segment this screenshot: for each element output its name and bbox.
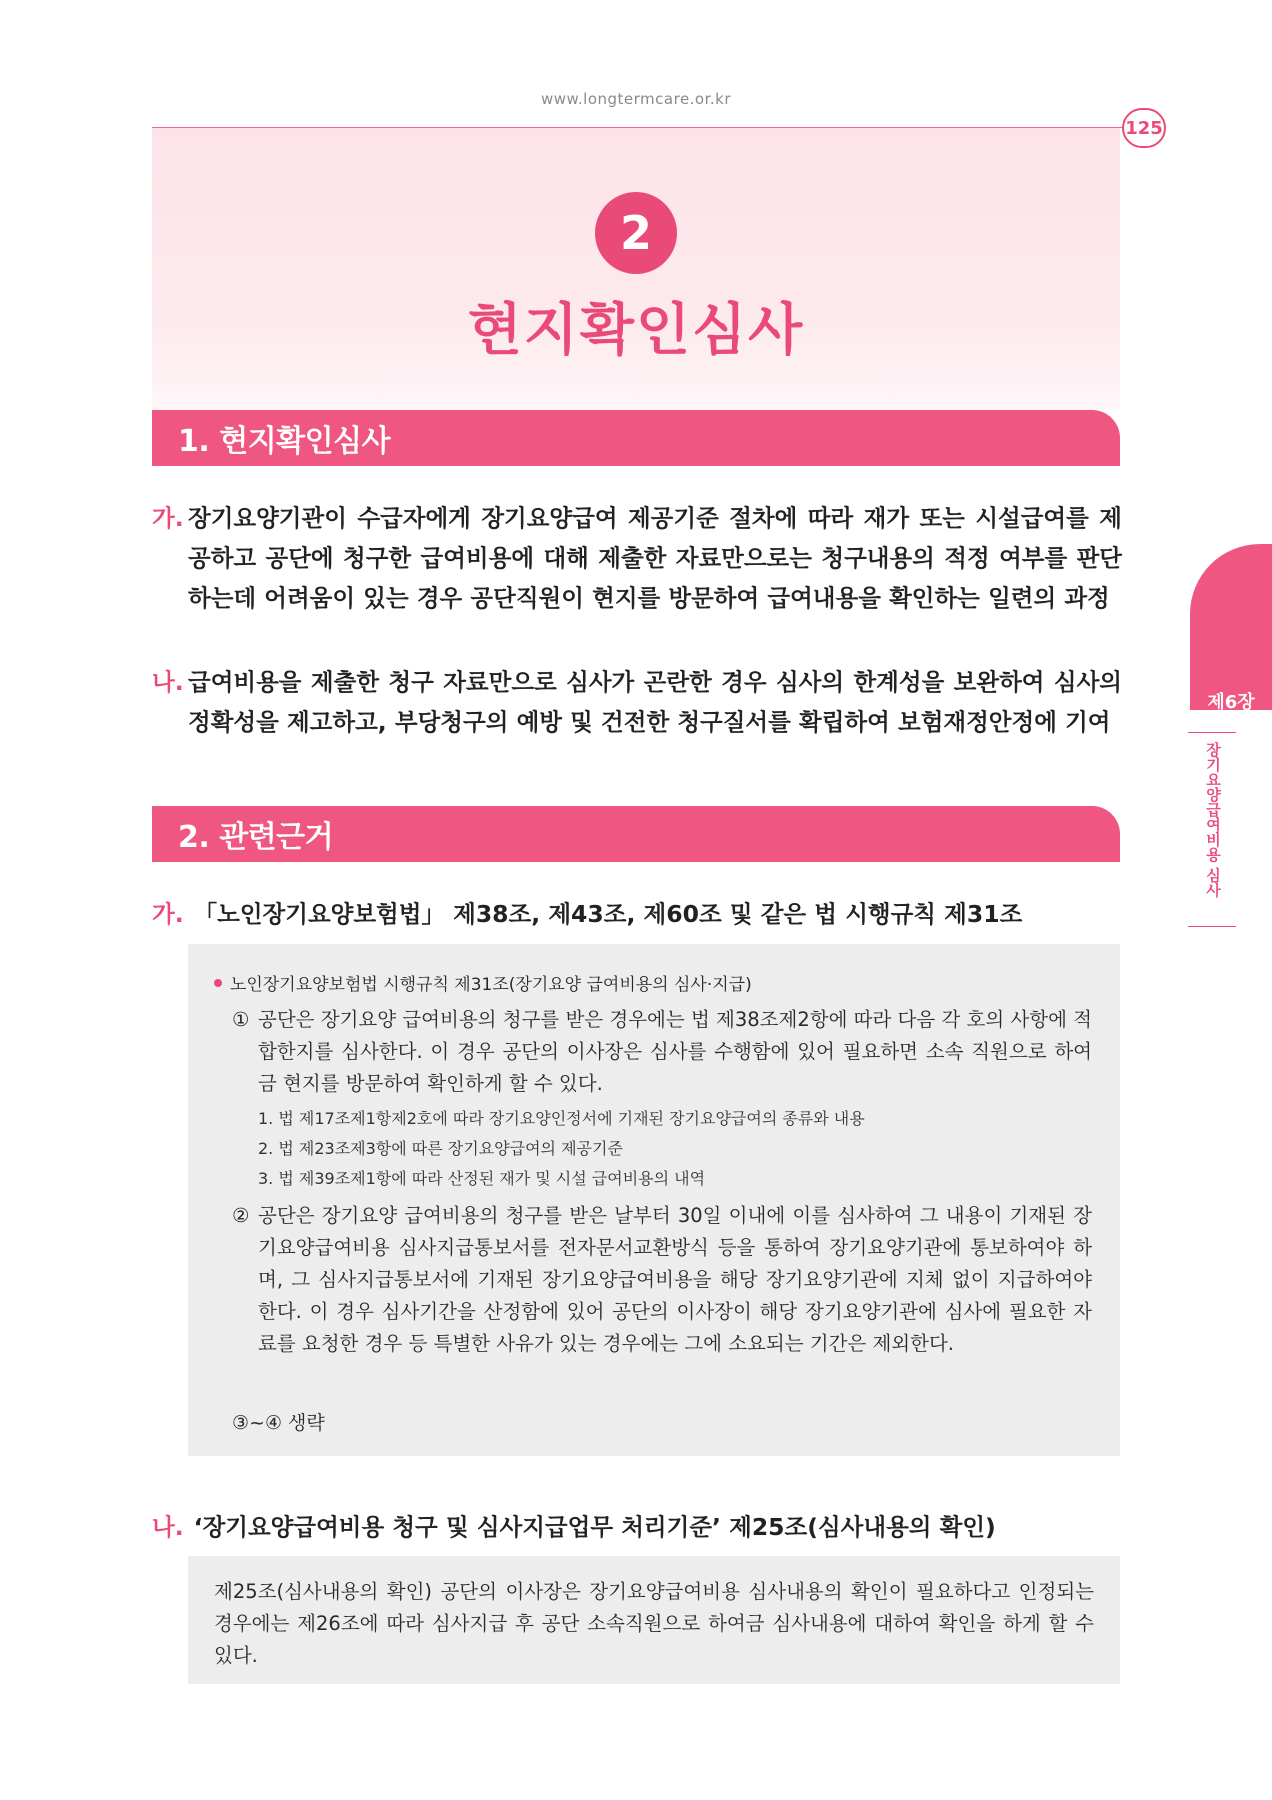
paragraph-na	[152, 662, 1122, 742]
page-number: 125	[1122, 108, 1166, 148]
website-url: www.longtermcare.or.kr	[540, 90, 732, 108]
side-divider	[1188, 926, 1236, 927]
subheading-na	[152, 1510, 1122, 1544]
item-marker: 가.	[152, 900, 184, 928]
page-title: 현지확인심사	[467, 298, 805, 363]
side-section-title: 장기요양급여비용 심사	[1204, 742, 1222, 898]
paragraph-ga	[152, 498, 1122, 618]
subheading-text: 「노인장기요양보험법」 제38조, 제43조, 제60조 및 같은 법 시행규칙 제31조	[193, 900, 1023, 928]
section-number-badge: 2	[595, 192, 677, 274]
side-divider	[1188, 732, 1236, 733]
regulation-excerpt-box	[188, 1556, 1120, 1684]
chapter-side-tab	[1190, 544, 1272, 710]
clause-2	[232, 1200, 1092, 1360]
section-heading-1: 1. 현지확인심사	[152, 410, 1120, 466]
bullet-item	[214, 970, 752, 995]
law-excerpt-box	[188, 944, 1120, 1456]
item-marker: 나.	[152, 668, 184, 696]
clause-1	[232, 1004, 1092, 1100]
item-text: 장기요양기관이 수급자에게 장기요양급여 제공기준 절차에 따라 재가 또는 시설급여를 제공하고 공단에 청구한 급여비용에 대해 제출한 자료만으로는 청구내용의 적정 여부를 판단하는데 어려움이 있는 경우 공단직원이 현지를 방문하여 급여내용을 확인하는 일련의 과정	[188, 504, 1122, 612]
subheading-text: ‘장기요양급여비용 청구 및 심사지급업무 처리기준’ 제25조(심사내용의 확인)	[193, 1513, 996, 1541]
bullet-dot-icon	[214, 979, 222, 987]
chapter-label: 제6장	[1207, 692, 1255, 713]
clause-text: 공단은 장기요양 급여비용의 청구를 받은 날부터 30일 이내에 이를 심사하여 그 내용이 기재된 장기요양급여비용 심사지급통보서를 전자문서교환방식 등을 통하여 장기요양기관에 통보하여야 하며, 그 심사지급통보서에 기재된 장기요양급여비용을 해당 장기요양기관에 지체 없이 지급하여야 한다. 이 경우 심사기간을 산정함에 있어 공단의 이사장이 해당 장기요양기관에 심사에 필요한 자료를 요청한 경우 등 특별한 사유가 있는 경우에는 그에 소요되는 기간은 제외한다.	[258, 1204, 1092, 1355]
omitted-clauses: ③~④ 생략	[232, 1412, 325, 1434]
bullet-text: 노인장기요양보험법 시행규칙 제31조(장기요양 급여비용의 심사·지급)	[230, 975, 752, 995]
item-marker: 나.	[152, 1513, 184, 1541]
sub-clause-3: 3. 법 제39조제1항에 따라 산정된 재가 및 시설 급여비용의 내역	[258, 1169, 706, 1188]
clause-text: 공단은 장기요양 급여비용의 청구를 받은 경우에는 법 제38조제2항에 따라 다음 각 호의 사항에 적합한지를 심사한다. 이 경우 공단의 이사장은 심사를 수행함에 있어 필요하면 소속 직원으로 하여금 현지를 방문하여 확인하게 할 수 있다.	[258, 1008, 1092, 1095]
regulation-text: 제25조(심사내용의 확인) 공단의 이사장은 장기요양급여비용 심사내용의 확인이 필요하다고 인정되는 경우에는 제26조에 따라 심사지급 후 공단 소속직원으로 하여금 심사내용에 대하여 확인을 하게 할 수 있다.	[214, 1580, 1094, 1667]
section-heading-2: 2. 관련근거	[152, 806, 1120, 862]
clause-number: ①	[232, 1008, 250, 1031]
subheading-ga	[152, 897, 1122, 931]
sub-clause-2: 2. 법 제23조제3항에 따른 장기요양급여의 제공기준	[258, 1139, 623, 1158]
sub-clause-1: 1. 법 제17조제1항제2호에 따라 장기요양인정서에 기재된 장기요양급여의 종류와 내용	[258, 1109, 865, 1128]
clause-number: ②	[232, 1204, 250, 1227]
chapter-hero	[152, 128, 1120, 410]
item-marker: 가.	[152, 504, 184, 532]
item-text: 급여비용을 제출한 청구 자료만으로 심사가 곤란한 경우 심사의 한계성을 보완하여 심사의 정확성을 제고하고, 부당청구의 예방 및 건전한 청구질서를 확립하여 보험재정안정에 기여	[188, 668, 1122, 736]
